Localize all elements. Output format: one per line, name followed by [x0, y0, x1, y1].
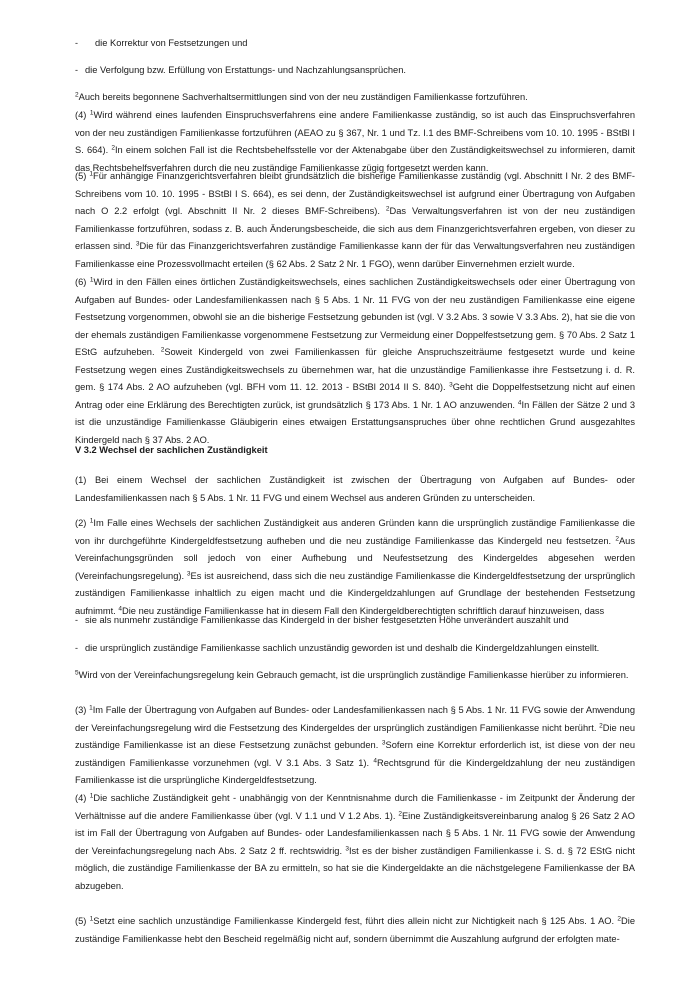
paragraph-number: (5) [75, 916, 90, 926]
sentence-text: Wird während eines laufenden Einspruchsverfahrens eine andere Familienkasse zuständig, so ist auch das Einspruchsverfahren von der neu zuständigen Familienkasse fortzuführen (AEAO zu § 367, Nr. 1 und Tz. I.1 des BMF-Schreibens vom 10. 10. 1995 - BStBl I S. 664). [75, 110, 636, 155]
sentence-text: Wird von der Vereinfachungsregelung kein Gebrauch gemacht, ist die ursprünglich zuständige Familienkasse hierüber zu informieren. [78, 670, 629, 680]
sentence-text: Die neu zuständige Familienkasse hat in diesem Fall den Kindergeldberechtigten schriftlich darauf hinzuweisen, dass [122, 605, 605, 616]
paragraph [75, 107, 635, 177]
paragraph [75, 274, 635, 449]
sentence-number: 1 [89, 109, 94, 117]
paragraph [75, 702, 635, 790]
sentence-number: 3 [381, 739, 386, 747]
sentence-number: 2 [160, 346, 165, 354]
paragraph [75, 913, 635, 948]
paragraph-number: (4) [75, 793, 90, 803]
paragraph-number: (4) [75, 110, 90, 120]
sentence-number: 3 [186, 570, 191, 577]
sentence-text: (1) Bei einem Wechsel der sachlichen Zuständigkeit ist zwischen der Übertragung von Aufgaben auf Bundes- oder Landesfamilienkassen nach § 5 Abs. 1 Nr. 11 FVG und einem Wechsel aus anderen Gründen zu unterscheiden. [75, 475, 635, 503]
sentence-text: Rechtsgrund für die Kindergeldzahlung der neu zuständigen Familienkasse ist die ursprüngliche Kindergeldfestsetzung. [75, 757, 635, 785]
list-item-text: die Korrektur von Festsetzungen und [95, 38, 248, 48]
bullet-marker: - [75, 65, 78, 75]
sentence-number: 1 [89, 704, 93, 712]
sentence-number: 3 [449, 381, 453, 389]
paragraph-number: (6) [75, 277, 90, 287]
sentence-text: Im Falle der Übertragung von Aufgaben auf Bundes- oder Landesfamilienkassen nach § 5 Abs. 1 Nr. 11 FVG sowie der Anwendung der Vereinfachungsregelung wird die Festsetzung des Kindergeldes der ursprünglich zuständigen Familienkasse nicht berührt. [75, 705, 635, 733]
sentence-number: 5 [75, 669, 79, 677]
sentence-number: 4 [118, 605, 123, 612]
list-item-text: sie als nunmehr zuständige Familienkasse das Kindergeld in der bisher festgesetzten Höhe unverändert auszahlt und [85, 615, 569, 625]
sentence-number: 3 [345, 845, 349, 852]
sentence-text: In Fällen der Sätze 2 und 3 ist die unzuständige Familienkasse Gläubigerin eines etwaigen Erstattungsanspruches über ohne rechtlichen Grund ausgezahltes Kindergeld nach § 37 Abs. 2 AO. [75, 399, 635, 445]
sentence-number: 2 [75, 91, 79, 99]
sentence-number: 2 [385, 205, 390, 213]
sentence-number: 1 [89, 517, 94, 525]
sentence-text: Geht die Doppelfestsetzung nicht auf einen Antrag oder eine Erklärung des Berechtigten zurück, ist grundsätzlich § 173 Abs. 1 Nr. 1 AO anzuwenden. [75, 382, 636, 410]
list-item-text: die ursprünglich zuständige Familienkasse sachlich unzuständig geworden ist und deshalb die Kindergeldzahlungen einstellt. [85, 643, 600, 653]
bullet-marker: - [75, 615, 78, 625]
sentence-number: 3 [135, 240, 140, 248]
sentence-text: Ist es der bisher zuständigen Familienkasse i. S. d. § 72 EStG nicht möglich, die zuständige Familienkasse der BA zu ermitteln, so hat sie die Kindergeldakte an die nächstgelegene Familienkasse der BA abzugeben. [75, 845, 635, 891]
sentence-text: In einem solchen Fall ist die Rechtsbehelfsstelle vor der Aktenabgabe über den Zuständigkeitswechsel zu informieren, damit das Rechtsbehelfsverfahren durch die neu zuständige Familienkasse zügig fortgesetzt werden kann. [75, 145, 636, 173]
list-item-text: die Verfolgung bzw. Erfüllung von Erstattungs- und Nachzahlungsansprüchen. [85, 65, 406, 75]
sentence-text: Die für das Finanzgerichtsverfahren zuständige Familienkasse kann der für das Verwaltungsverfahren neu zuständigen Familienkasse eine Prozessvollmacht erteilen (§ 62 Abs. 2 Satz 2 Nr. 1 FGO), wenn darüber Einvernehmen erzielt wurde. [75, 241, 635, 269]
sentence-number: 2 [615, 535, 619, 542]
paragraph [75, 667, 635, 685]
sentence-number: 2 [599, 722, 603, 729]
sentence-number: 4 [373, 757, 378, 764]
sentence-text: Sofern eine Korrektur erforderlich ist, ist diese von der neu zuständigen Familienkasse vorzunehmen (vgl. V 3.1 Abs. 3 Satz 1). [75, 740, 635, 768]
paragraph [75, 790, 635, 895]
sentence-text: Für anhängige Finanzgerichtsverfahren bleibt grundsätzlich die bisherige Familienkasse zuständig (vgl. Abschnitt I Nr. 2 des BMF-Schreibens vom 10. 10. 1995 - BStBl I S. 664), es sei denn, der Zuständigkeitswechsel ist aufgrund einer Übertragung von Aufgaben nach O 2.2 erfolgt (vgl. Abschnitt II Nr. 2 dieses BMF-Schreibens). [75, 171, 635, 216]
section-heading: V 3.2 Wechsel der sachlichen Zuständigkeit [75, 445, 268, 455]
sentence-text: Es ist ausreichend, dass sich die neu zuständige Familienkasse die Kindergeldfestsetzung der ursprünglich zuständigen Familienkasse inhaltlich zu eigen macht und die Kindergeldzahlungen auf Grundlage der bestehenden Festsetzung aufnimmt. [75, 570, 635, 616]
sentence-number: 2 [617, 915, 622, 923]
paragraph [75, 472, 635, 507]
bullet-marker: - [75, 643, 78, 653]
sentence-text: Im Falle eines Wechsels der sachlichen Zuständigkeit aus anderen Gründen kann die ursprünglich zuständige Familienkasse die von ihr durchgeführte Kindergeldfestsetzung aufheben und die neu zuständige Familienkasse das Kindergeld neu festsetzen. [75, 518, 636, 546]
sentence-number: 1 [89, 792, 94, 800]
bullet-marker: - [75, 38, 78, 48]
sentence-number: 1 [89, 276, 94, 284]
sentence-number: 1 [89, 915, 94, 923]
sentence-text: Wird in den Fällen eines örtlichen Zuständigkeitswechsels, eines sachlichen Zuständigkeitswechsels oder einer Übertragung von Aufgaben auf Bundes- oder Landesfamilienkassen nach § 5 Abs. 1 Nr. 11 FVG von der neu zuständigen Familienkasse eine eigene Festsetzung vorgenommen, obwohl sie an die bisherige Festsetzung gebunden ist (vgl. V 3.2 Abs. 3 sowie V 3.3 Abs. 2), hat sie die von der ehemals zuständigen Familienkasse vorgenommene Festsetzung zur Vermeidung einer Doppelfestsetzung gem. § 70 Abs. 2 Satz 1 EStG aufzuheben. [75, 277, 636, 357]
sentence-text: Auch bereits begonnene Sachverhaltsermittlungen sind von der neu zuständigen Familienkasse fortzuführen. [78, 92, 528, 102]
sentence-text: Soweit Kindergeld von zwei Familienkassen für gleiche Anspruchszeiträume festgesetzt wurde und keine Festsetzung wegen eines Zuständigkeitswechsels zu übernehmen war, hat die unzuständige Familienkasse ihre Festsetzung i. d. R. gem. § 174 Abs. 2 AO aufzuheben (vgl. BFH vom 11. 12. 2013 - BStBl 2014 II S. 840). [75, 347, 635, 392]
sentence-text: Die zuständige Familienkasse hebt den Bescheid regelmäßig nicht auf, sondern übernimmt die Auszahlung aufgrund der erfolgten mate- [75, 916, 635, 944]
sentence-text: Setzt eine sachlich unzuständige Familienkasse Kindergeld fest, führt dies allein nicht zur Nichtigkeit nach § 125 Abs. 1 AO. [93, 916, 618, 926]
sentence-text: Aus Vereinfachungsgründen soll jedoch von einer Aufhebung und Neufestsetzung des Kindergeldes abgesehen werden (Vereinfachungsregelung). [75, 535, 635, 581]
paragraph-number: (2) [75, 518, 90, 528]
sentence-number: 1 [89, 170, 94, 178]
paragraph [75, 89, 635, 107]
sentence-text: Das Verwaltungsverfahren ist von der neu zuständigen Familienkasse fortzuführen, sodass z. B. auch Änderungsbescheide, die sich aus dem Finanzgerichtsverfahren ergeben, von dieser zu erlassen sind. [75, 206, 636, 251]
paragraph [75, 515, 635, 620]
sentence-text: Die sachliche Zuständigkeit geht - unabhängig von der Kenntnisnahme durch die Familienkasse - im Zeitpunkt der Änderung der Verhältnisse auf die andere Familienkasse über (vgl. V 1.1 und V 1.2 Abs. 1). [75, 793, 635, 821]
paragraph [75, 168, 635, 273]
sentence-number: 2 [398, 810, 402, 817]
sentence-number: 2 [111, 144, 115, 152]
paragraph-number: (3) [75, 705, 90, 715]
paragraph-number: (5) [75, 171, 90, 181]
sentence-number: 4 [517, 399, 522, 406]
sentence-text: Eine Zuständigkeitsvereinbarung analog § 26 Satz 2 AO ist im Fall der Übertragung von Aufgaben auf Bundes- oder Landesfamilienkassen nach § 5 Abs. 1 Nr. 11 FVG sowie der Anwendung der Vereinfachungsregelung nach Abs. 2 Satz 2 ff. rechtswidrig. [75, 810, 635, 856]
sentence-text: Die neu zuständige Familienkasse ist an diese Festsetzung zunächst gebunden. [75, 722, 635, 750]
